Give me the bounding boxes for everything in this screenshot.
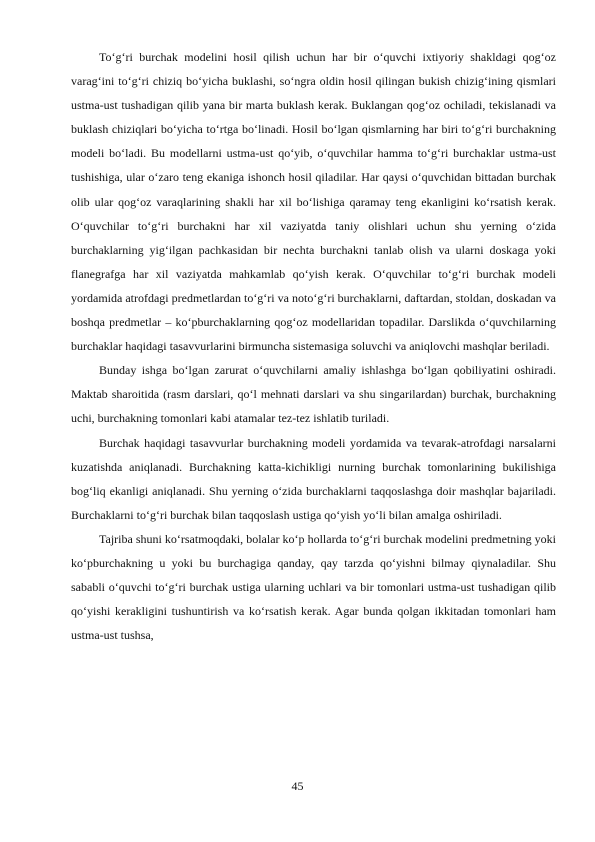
paragraph: To‘g‘ri burchak modelini hosil qilish uchun har bir o‘quvchi ixtiyoriy shakldagi qog‘oz varag‘ini to‘g‘ri chiziq bo‘yicha buklashi, so‘ngra oldin hosil qilingan bukish chizig‘ining qismlari ustma-ust tushadigan qilib yana bir marta buklash kerak. Buklangan qog‘oz ochiladi, tekislanadi va buklash chiziqlari bo‘yicha to‘rtga bo‘linadi. Hosil bo‘lgan qismlarning har biri to‘g‘ri burchakning modeli bo‘ladi. Bu modellarni ustma-ust qo‘yib, o‘quvchilar hamma to‘g‘ri burchaklar ustma-ust tushishiga, ular o‘zaro teng ekaniga ishonch hosil qiladilar. Har qaysi o‘quvchidan bittadan burchak olib ular qog‘oz varaqlarining shakli har xil bo‘lishiga qaramay teng ekanligini ko‘rsatish kerak. O‘quvchilar to‘g‘ri burchakni har xil vaziyatda taniy olishlari uchun shu yerning o‘zida burchaklarning yig‘ilgan pachkasidan bir nechta burchakni tanlab olish va ularni doskaga yoki flanegrafga har xil vaziyatda mahkamlab qo‘yish kerak. O‘quvchilar to‘g‘ri burchak modeli yordamida atrofdagi predmetlardan to‘g‘ri va noto‘g‘ri burchaklarni, daftardan, stoldan, doskadan va boshqa predmetlar – ko‘pburchaklarning qog‘oz modellaridan topadilar. Darslikda o‘quvchilarning burchaklar haqidagi tasavvurlarini birmuncha sistemasiga soluvchi va aniqlovchi mashqlar beriladi. [71, 50, 556, 354]
page-number: 45 [291, 779, 304, 793]
paragraph: Bunday ishga bo‘lgan zarurat o‘quvchilarni amaliy ishlashga bo‘lgan qobiliyatini oshiradi. Maktab sharoitida (rasm darslari, qo‘l mehnati darslari va shu singarilardan) burchak, burchakning uchi, burchakning tomonlari kabi atamalar tez-tez ishlatib turiladi. [71, 363, 556, 426]
paragraph: Burchak haqidagi tasavvurlar burchakning modeli yordamida va tevarak-atrofdagi narsalarni kuzatishda aniqlanadi. Burchakning katta-kichikligi nurning burchak tomonlarining bukilishiga bog‘liq ekanligi aniqlanadi. Shu yerning o‘zida burchaklarni taqqoslashga doir mashqlar bajariladi. Burchaklarni to‘g‘ri burchak bilan taqqoslash ustiga qo‘yish yo‘li bilan amalga oshiriladi. [71, 435, 556, 522]
paragraph: Tajriba shuni ko‘rsatmoqdaki, bolalar ko‘p hollarda to‘g‘ri burchak modelini predmetning yoki ko‘pburchakning u yoki bu burchagiga qanday, qay tarzda qo‘yishni bilmay qiynaladilar. Shu sababli o‘quvchi to‘g‘ri burchak ustiga ularning uchlari va bir tomonlari ustma-ust tushadigan qilib qo‘yishi kerakligini tushuntirish va ko‘rsatish kerak. Agar bunda qolgan ikkitadan tomonlari ham ustma-ust tushsa, [71, 531, 556, 643]
body-text [71, 45, 556, 647]
